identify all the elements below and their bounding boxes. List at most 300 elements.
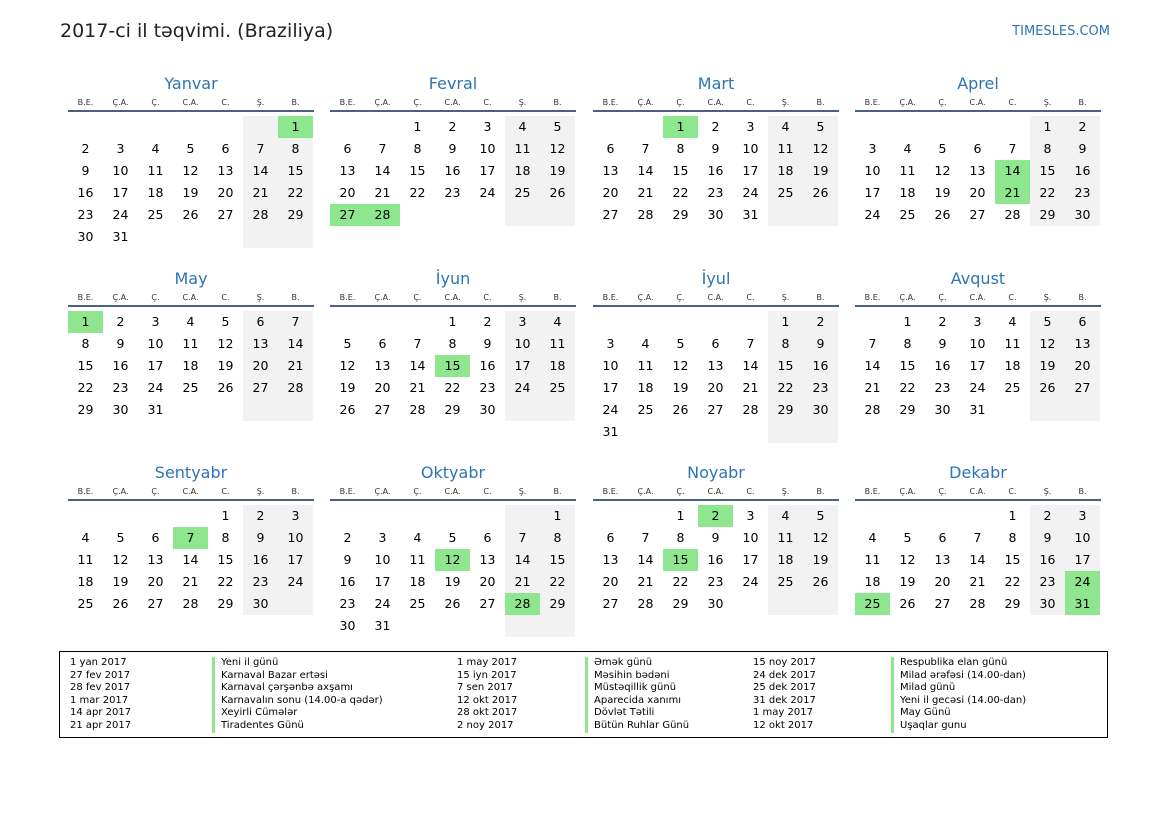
day-cell: 5 xyxy=(116,530,125,545)
day-cell: 21 xyxy=(182,574,199,589)
weekday-label: B.E. xyxy=(864,487,881,496)
day-cell: 31 xyxy=(742,207,759,222)
day-cell: 10 xyxy=(514,336,531,351)
weekday-label: Ç.A. xyxy=(637,293,654,302)
day-cell: 24 xyxy=(112,207,129,222)
weekday-label: Ç. xyxy=(676,487,685,496)
day-cell: 25 xyxy=(777,185,794,200)
day-cell: 22 xyxy=(217,574,234,589)
day-cell: 3 xyxy=(1078,508,1087,523)
weekday-label: Ç.A. xyxy=(899,487,916,496)
day-cell: 20 xyxy=(934,574,951,589)
day-cell: 6 xyxy=(938,530,947,545)
day-cell: 14 xyxy=(287,336,304,351)
weekday-label: Ş. xyxy=(781,98,790,107)
weekday-label: B. xyxy=(1078,293,1087,302)
day-cell: 20 xyxy=(969,185,986,200)
day-cell: 5 xyxy=(1043,314,1052,329)
day-cell: 17 xyxy=(287,552,304,567)
month-may xyxy=(68,269,314,439)
day-cell: 19 xyxy=(934,185,951,200)
day-cell: 7 xyxy=(256,141,265,156)
holiday-day: 12 xyxy=(435,549,470,571)
day-cell: 10 xyxy=(112,163,129,178)
day-cell: 17 xyxy=(147,358,164,373)
day-cell: 13 xyxy=(374,358,391,373)
day-cell: 8 xyxy=(676,141,685,156)
day-cell: 29 xyxy=(549,596,566,611)
weekday-label: Ç.A. xyxy=(112,487,129,496)
day-cell: 21 xyxy=(637,574,654,589)
day-cell: 16 xyxy=(444,163,461,178)
day-cell: 14 xyxy=(409,358,426,373)
day-cell: 4 xyxy=(518,119,527,134)
day-cell: 16 xyxy=(707,163,724,178)
weekday-label: C. xyxy=(221,98,230,107)
day-cell: 8 xyxy=(1008,530,1017,545)
day-cell: 25 xyxy=(514,185,531,200)
month-avqust xyxy=(855,269,1101,439)
day-cell: 22 xyxy=(777,380,794,395)
day-cell: 4 xyxy=(781,508,790,523)
day-cell: 9 xyxy=(343,552,352,567)
weekday-label: B. xyxy=(553,487,562,496)
day-cell: 16 xyxy=(112,358,129,373)
day-cell: 1 xyxy=(1008,508,1017,523)
holiday-day: 1 xyxy=(68,311,103,333)
day-cell: 19 xyxy=(549,163,566,178)
day-cell: 19 xyxy=(672,380,689,395)
day-cell: 7 xyxy=(746,336,755,351)
day-cell: 2 xyxy=(81,141,90,156)
day-cell: 1 xyxy=(413,119,422,134)
weekday-label: Ç. xyxy=(151,487,160,496)
legend-holiday-name: Müstəqillik günü xyxy=(585,682,676,695)
day-cell: 30 xyxy=(812,402,829,417)
day-cell: 17 xyxy=(1074,552,1091,567)
weekday-label: C. xyxy=(483,487,492,496)
day-grid xyxy=(855,307,1101,439)
day-cell: 17 xyxy=(742,163,759,178)
weekday-label: C.A. xyxy=(969,98,986,107)
weekday-label: C. xyxy=(221,487,230,496)
weekday-label: Ç.A. xyxy=(112,98,129,107)
day-cell: 26 xyxy=(934,207,951,222)
weekday-label: Ş. xyxy=(781,293,790,302)
day-cell: 27 xyxy=(969,207,986,222)
day-cell: 19 xyxy=(217,358,234,373)
weekday-label: B.E. xyxy=(602,98,619,107)
day-cell: 24 xyxy=(742,574,759,589)
day-cell: 2 xyxy=(448,119,457,134)
day-cell: 16 xyxy=(339,574,356,589)
day-cell: 2 xyxy=(1043,508,1052,523)
legend-date: 7 sen 2017 xyxy=(457,682,513,694)
day-cell: 30 xyxy=(1039,596,1056,611)
day-cell: 1 xyxy=(448,314,457,329)
day-cell: 21 xyxy=(514,574,531,589)
day-cell: 18 xyxy=(899,185,916,200)
month-name: Aprel xyxy=(957,74,999,93)
day-cell: 25 xyxy=(549,380,566,395)
day-cell: 18 xyxy=(182,358,199,373)
day-cell: 20 xyxy=(374,380,391,395)
day-cell: 2 xyxy=(711,119,720,134)
day-cell: 21 xyxy=(409,380,426,395)
weekday-label: Ş. xyxy=(256,293,265,302)
weekday-label: C. xyxy=(483,293,492,302)
holiday-day: 1 xyxy=(278,116,313,138)
day-cell: 1 xyxy=(903,314,912,329)
day-cell: 17 xyxy=(112,185,129,200)
day-grid xyxy=(855,112,1101,244)
weekday-label: C. xyxy=(746,293,755,302)
day-cell: 24 xyxy=(374,596,391,611)
weekday-label: B.E. xyxy=(77,98,94,107)
day-cell: 17 xyxy=(479,163,496,178)
month-name: Dekabr xyxy=(949,463,1007,482)
day-cell: 20 xyxy=(707,380,724,395)
weekday-label: C.A. xyxy=(182,98,199,107)
day-cell: 28 xyxy=(287,380,304,395)
weekday-label: Ç. xyxy=(151,293,160,302)
month-i̇yun xyxy=(330,269,576,439)
day-cell: 11 xyxy=(182,336,199,351)
day-cell: 8 xyxy=(81,336,90,351)
legend-date: 12 okt 2017 xyxy=(753,720,814,731)
day-cell: 14 xyxy=(637,163,654,178)
day-cell: 7 xyxy=(1008,141,1017,156)
day-cell: 29 xyxy=(444,402,461,417)
day-cell: 24 xyxy=(969,380,986,395)
day-cell: 19 xyxy=(899,574,916,589)
day-cell: 2 xyxy=(816,314,825,329)
weekday-label: B.E. xyxy=(77,293,94,302)
day-cell: 15 xyxy=(1004,552,1021,567)
day-cell: 3 xyxy=(151,314,160,329)
day-cell: 11 xyxy=(864,552,881,567)
legend-date: 1 yan 2017 xyxy=(70,657,127,668)
day-cell: 4 xyxy=(413,530,422,545)
weekday-label: Ş. xyxy=(518,487,527,496)
day-cell: 22 xyxy=(409,185,426,200)
weekday-header xyxy=(593,485,839,501)
day-cell: 18 xyxy=(147,185,164,200)
day-cell: 28 xyxy=(1004,207,1021,222)
day-cell: 13 xyxy=(252,336,269,351)
day-cell: 25 xyxy=(409,596,426,611)
day-cell: 24 xyxy=(602,402,619,417)
day-cell: 28 xyxy=(252,207,269,222)
day-cell: 26 xyxy=(549,185,566,200)
day-cell: 17 xyxy=(374,574,391,589)
legend-holiday-name: May Günü xyxy=(891,707,951,720)
day-cell: 29 xyxy=(1039,207,1056,222)
day-cell: 26 xyxy=(812,185,829,200)
day-cell: 23 xyxy=(77,207,94,222)
day-cell: 4 xyxy=(1008,314,1017,329)
day-cell: 26 xyxy=(217,380,234,395)
day-cell: 3 xyxy=(973,314,982,329)
day-cell: 7 xyxy=(641,530,650,545)
day-cell: 31 xyxy=(374,618,391,633)
day-cell: 10 xyxy=(602,358,619,373)
day-cell: 14 xyxy=(182,552,199,567)
day-cell: 15 xyxy=(1039,163,1056,178)
day-cell: 25 xyxy=(77,596,94,611)
weekday-label: B. xyxy=(553,98,562,107)
legend-date: 1 mar 2017 xyxy=(70,694,129,706)
day-cell: 19 xyxy=(182,185,199,200)
day-cell: 19 xyxy=(444,574,461,589)
day-cell: 12 xyxy=(812,141,829,156)
day-cell: 29 xyxy=(672,207,689,222)
legend-date: 21 apr 2017 xyxy=(70,720,132,731)
day-cell: 9 xyxy=(116,336,125,351)
day-cell: 20 xyxy=(602,185,619,200)
legend-holiday-name: Əmək günü xyxy=(585,657,652,670)
day-cell: 8 xyxy=(676,530,685,545)
weekday-label: C. xyxy=(1008,293,1017,302)
day-cell: 4 xyxy=(151,141,160,156)
day-cell: 23 xyxy=(444,185,461,200)
day-cell: 24 xyxy=(742,185,759,200)
day-cell: 29 xyxy=(1004,596,1021,611)
day-cell: 29 xyxy=(777,402,794,417)
day-cell: 9 xyxy=(483,336,492,351)
legend-date: 15 iyn 2017 xyxy=(457,669,517,681)
legend-date: 24 dek 2017 xyxy=(753,669,816,681)
weekday-label: Ç. xyxy=(151,98,160,107)
legend-date: 14 apr 2017 xyxy=(70,707,132,719)
day-cell: 26 xyxy=(339,402,356,417)
month-oktyabr xyxy=(330,463,576,633)
day-cell: 10 xyxy=(742,141,759,156)
day-cell: 11 xyxy=(514,141,531,156)
weekday-label: B. xyxy=(291,293,300,302)
weekday-header xyxy=(68,96,314,112)
day-cell: 2 xyxy=(483,314,492,329)
day-cell: 16 xyxy=(934,358,951,373)
weekday-header xyxy=(330,485,576,501)
day-cell: 6 xyxy=(256,314,265,329)
legend-holiday-name: Milad ərəfəsi (14.00-dan) xyxy=(891,670,1026,683)
day-cell: 5 xyxy=(903,530,912,545)
day-cell: 15 xyxy=(77,358,94,373)
day-cell: 17 xyxy=(602,380,619,395)
day-cell: 8 xyxy=(781,336,790,351)
weekday-label: C. xyxy=(1008,98,1017,107)
legend-holiday-name: Karnaval çərşənbə axşamı xyxy=(212,682,353,695)
day-cell: 15 xyxy=(777,358,794,373)
weekday-label: B. xyxy=(1078,98,1087,107)
day-cell: 16 xyxy=(252,552,269,567)
day-cell: 16 xyxy=(77,185,94,200)
day-cell: 27 xyxy=(252,380,269,395)
day-cell: 20 xyxy=(602,574,619,589)
day-cell: 8 xyxy=(553,530,562,545)
day-cell: 14 xyxy=(969,552,986,567)
day-cell: 10 xyxy=(742,530,759,545)
day-cell: 11 xyxy=(147,163,164,178)
holiday-day: 15 xyxy=(435,355,470,377)
day-cell: 23 xyxy=(812,380,829,395)
day-cell: 11 xyxy=(77,552,94,567)
weekday-label: C.A. xyxy=(182,293,199,302)
weekday-label: C.A. xyxy=(707,98,724,107)
day-grid xyxy=(593,112,839,244)
day-cell: 5 xyxy=(816,508,825,523)
day-cell: 6 xyxy=(606,141,615,156)
day-cell: 22 xyxy=(1004,574,1021,589)
day-cell: 4 xyxy=(781,119,790,134)
weekday-header xyxy=(68,485,314,501)
legend-holiday-name: Uşaqlar gunu xyxy=(891,720,967,733)
day-cell: 2 xyxy=(256,508,265,523)
month-name: Avqust xyxy=(950,269,1006,288)
day-cell: 15 xyxy=(899,358,916,373)
holiday-day: 31 xyxy=(1065,593,1100,615)
day-cell: 11 xyxy=(777,530,794,545)
day-cell: 28 xyxy=(637,207,654,222)
day-cell: 15 xyxy=(287,163,304,178)
day-cell: 12 xyxy=(217,336,234,351)
day-cell: 25 xyxy=(637,402,654,417)
day-cell: 6 xyxy=(711,336,720,351)
day-cell: 14 xyxy=(374,163,391,178)
weekday-label: Ş. xyxy=(518,98,527,107)
day-cell: 22 xyxy=(672,574,689,589)
legend-holiday-name: Yeni il gecəsi (14.00-dan) xyxy=(891,695,1026,708)
day-cell: 14 xyxy=(742,358,759,373)
day-cell: 11 xyxy=(549,336,566,351)
weekday-label: C.A. xyxy=(707,293,724,302)
day-cell: 3 xyxy=(746,508,755,523)
month-fevral xyxy=(330,74,576,244)
holiday-day: 1 xyxy=(663,116,698,138)
legend-date: 2 noy 2017 xyxy=(457,720,514,731)
weekday-label: C.A. xyxy=(707,487,724,496)
day-cell: 3 xyxy=(868,141,877,156)
day-cell: 19 xyxy=(812,552,829,567)
day-cell: 11 xyxy=(777,141,794,156)
weekday-header xyxy=(855,96,1101,112)
day-cell: 4 xyxy=(81,530,90,545)
weekday-label: Ş. xyxy=(1043,487,1052,496)
site-link[interactable]: TIMESLES.COM xyxy=(1012,24,1110,39)
day-cell: 1 xyxy=(1043,119,1052,134)
weekday-label: Ç.A. xyxy=(374,98,391,107)
day-cell: 30 xyxy=(479,402,496,417)
day-cell: 17 xyxy=(969,358,986,373)
day-cell: 19 xyxy=(112,574,129,589)
day-cell: 21 xyxy=(742,380,759,395)
day-cell: 3 xyxy=(116,141,125,156)
day-cell: 29 xyxy=(287,207,304,222)
day-cell: 12 xyxy=(899,552,916,567)
weekday-label: Ç.A. xyxy=(899,98,916,107)
day-cell: 30 xyxy=(707,207,724,222)
weekday-label: C.A. xyxy=(969,293,986,302)
day-cell: 13 xyxy=(217,163,234,178)
holiday-day: 28 xyxy=(365,204,400,226)
day-cell: 5 xyxy=(553,119,562,134)
day-cell: 10 xyxy=(374,552,391,567)
day-cell: 1 xyxy=(553,508,562,523)
day-cell: 7 xyxy=(378,141,387,156)
legend-holiday-name: Milad günü xyxy=(891,682,955,695)
legend-date: 28 fev 2017 xyxy=(70,682,131,694)
weekday-label: Ç.A. xyxy=(374,293,391,302)
day-cell: 18 xyxy=(409,574,426,589)
day-cell: 21 xyxy=(969,574,986,589)
legend-holiday-name: Aparecida xanımı xyxy=(585,695,681,708)
day-cell: 21 xyxy=(287,358,304,373)
month-dekabr xyxy=(855,463,1101,633)
month-noyabr xyxy=(593,463,839,633)
day-cell: 26 xyxy=(672,402,689,417)
day-cell: 20 xyxy=(1074,358,1091,373)
month-name: Fevral xyxy=(428,74,478,93)
day-cell: 18 xyxy=(864,574,881,589)
legend-holiday-name: Karnavalın sonu (14.00-a qədər) xyxy=(212,695,383,708)
weekday-label: B. xyxy=(816,293,825,302)
day-cell: 26 xyxy=(444,596,461,611)
day-cell: 10 xyxy=(287,530,304,545)
day-cell: 9 xyxy=(816,336,825,351)
day-cell: 3 xyxy=(746,119,755,134)
day-cell: 2 xyxy=(938,314,947,329)
day-cell: 1 xyxy=(221,508,230,523)
holiday-day: 2 xyxy=(698,505,733,527)
day-cell: 17 xyxy=(514,358,531,373)
day-grid xyxy=(68,112,314,244)
weekday-label: Ç. xyxy=(413,293,422,302)
day-cell: 8 xyxy=(448,336,457,351)
day-cell: 27 xyxy=(707,402,724,417)
day-cell: 8 xyxy=(413,141,422,156)
month-name: Noyabr xyxy=(687,463,745,482)
day-cell: 18 xyxy=(77,574,94,589)
weekday-label: Ç. xyxy=(938,98,947,107)
day-cell: 5 xyxy=(676,336,685,351)
weekday-header xyxy=(330,96,576,112)
month-name: İyul xyxy=(701,269,731,288)
day-cell: 17 xyxy=(742,552,759,567)
weekday-label: B. xyxy=(1078,487,1087,496)
month-name: Mart xyxy=(697,74,735,93)
day-cell: 28 xyxy=(182,596,199,611)
legend-holiday-name: Respublika elan günü xyxy=(891,657,1007,670)
weekday-label: B.E. xyxy=(864,98,881,107)
weekday-label: B.E. xyxy=(602,293,619,302)
day-cell: 1 xyxy=(781,314,790,329)
weekday-label: C. xyxy=(221,293,230,302)
weekday-label: Ş. xyxy=(256,487,265,496)
weekday-label: Ç.A. xyxy=(112,293,129,302)
day-cell: 23 xyxy=(1074,185,1091,200)
day-cell: 6 xyxy=(483,530,492,545)
day-cell: 23 xyxy=(252,574,269,589)
day-cell: 19 xyxy=(812,163,829,178)
legend-holiday-name: Məsihin bədəni xyxy=(585,670,670,683)
day-cell: 16 xyxy=(1039,552,1056,567)
legend-date: 1 may 2017 xyxy=(457,657,517,668)
holiday-day: 28 xyxy=(505,593,540,615)
legend-date: 25 dek 2017 xyxy=(753,682,816,694)
day-cell: 9 xyxy=(1078,141,1087,156)
day-grid xyxy=(330,501,576,633)
